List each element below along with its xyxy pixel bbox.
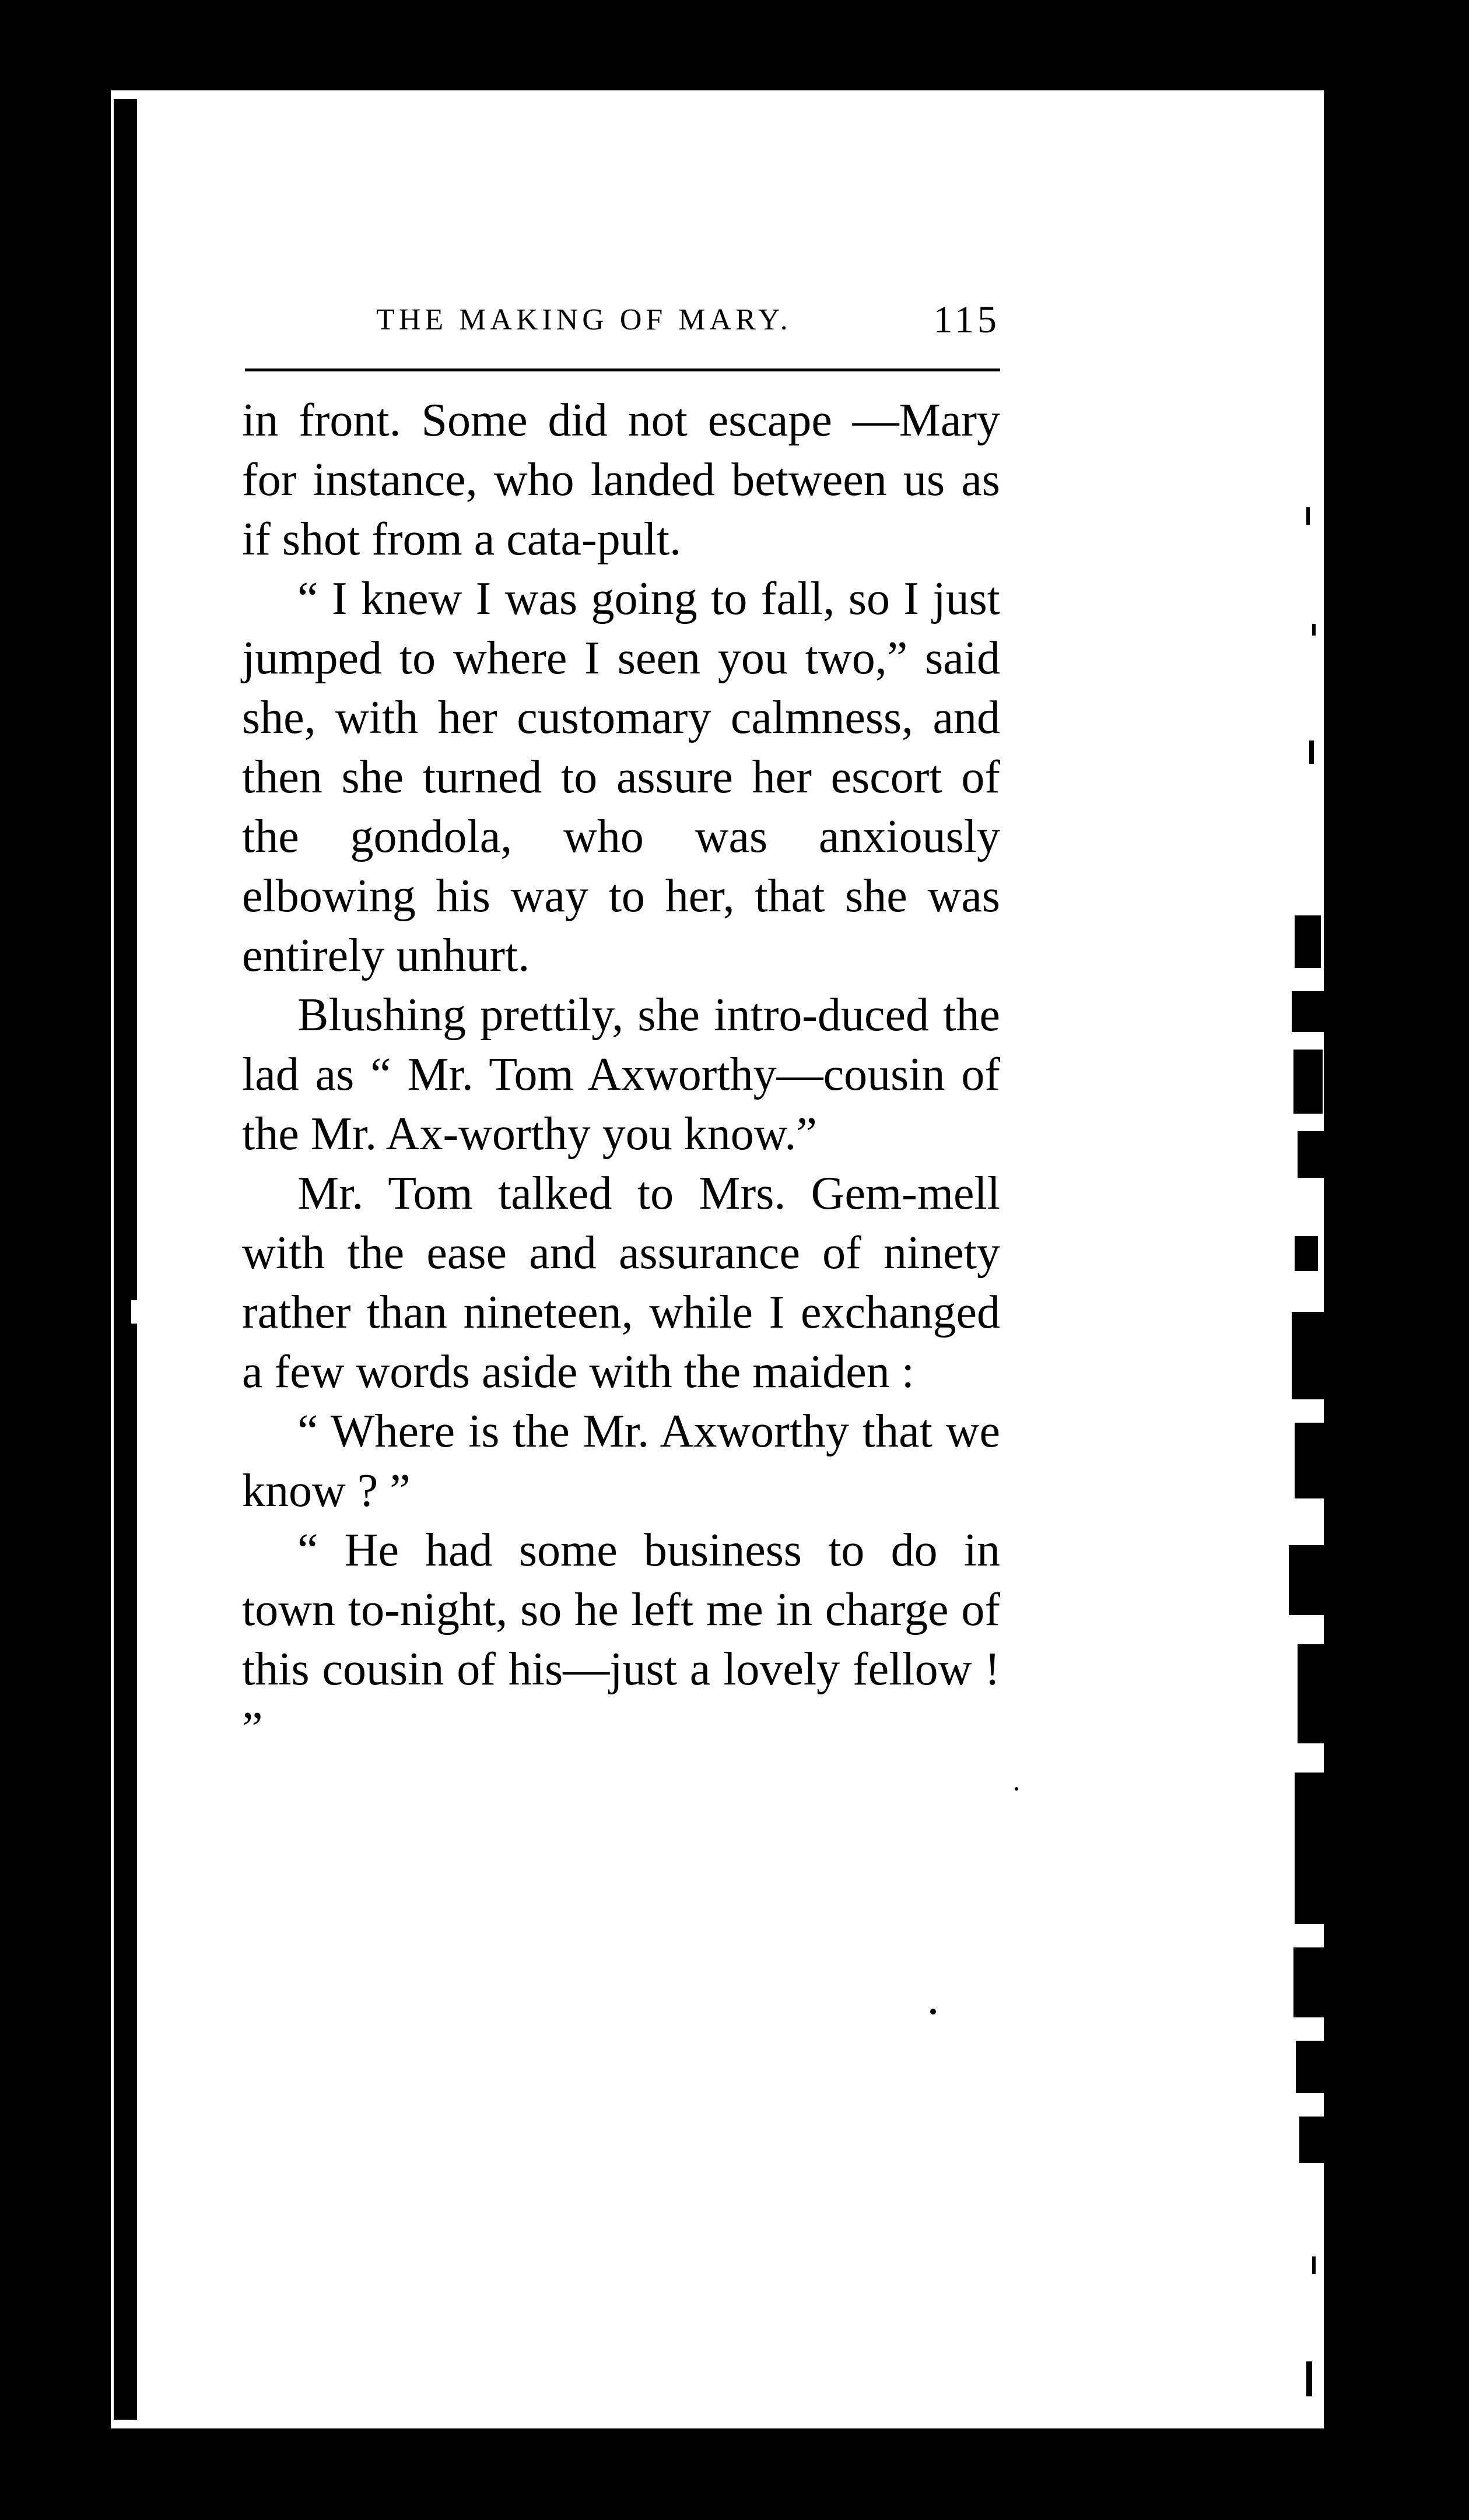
header-rule bbox=[245, 368, 1000, 371]
paragraph: “ Where is the Mr. Axworthy that we know ? ” bbox=[242, 1406, 1000, 1517]
paragraph: in front. Some did not escape —Mary for instance, who landed between us as if shot from a cata-pult. bbox=[242, 395, 1000, 565]
binding-gutter-shadow bbox=[114, 99, 137, 2420]
scan-speck bbox=[55, 332, 60, 337]
scan-speck bbox=[55, 743, 61, 749]
body-text bbox=[242, 391, 1000, 1759]
scan-speck bbox=[930, 2009, 936, 2014]
page-number: 115 bbox=[933, 299, 1000, 341]
paragraph: “ I knew I was going to fall, so I just jumped to where I seen you two,” said she, with her customary calmness, and then she turned to assure her escort of the gondola, who was anxiously elbowing his way to her, that she was entirely unhurt. bbox=[242, 573, 1000, 981]
running-head: THE MAKING OF MARY. bbox=[376, 303, 792, 336]
paragraph: Blushing prettily, she intro-duced the lad as “ Mr. Tom Axworthy—cousin of the Mr. Ax-worthy you know.” bbox=[242, 989, 1000, 1160]
paragraph: Mr. Tom talked to Mrs. Gem-mell with the ease and assurance of ninety rather than nineteen, while I exchanged a few words aside with the maiden : bbox=[242, 1168, 1000, 1398]
page-header bbox=[242, 300, 1000, 347]
paragraph: “ He had some business to do in town to-night, so he left me in charge of this cousin of his—just a lovely fellow ! ” bbox=[242, 1525, 1000, 1754]
page-edge-bleedthrough bbox=[1283, 99, 1330, 2420]
scan-speck bbox=[1015, 1787, 1018, 1791]
gutter-notch bbox=[131, 1300, 143, 1324]
